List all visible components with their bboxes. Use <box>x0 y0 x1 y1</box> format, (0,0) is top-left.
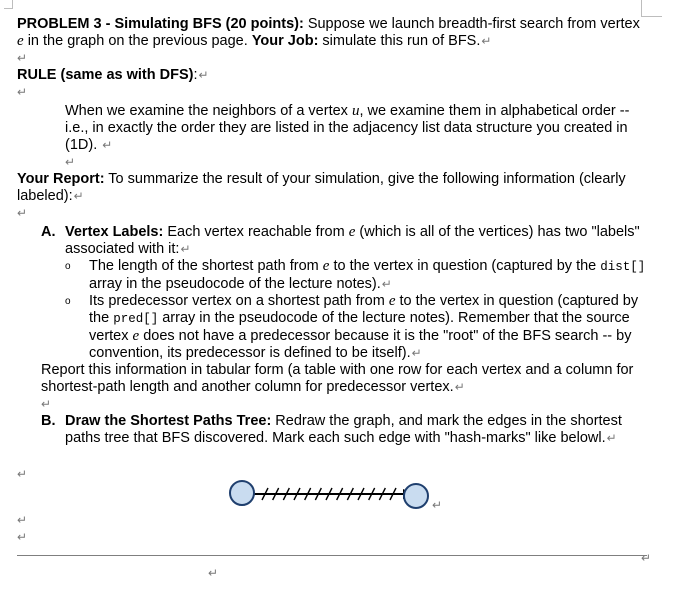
list-item <box>65 258 647 293</box>
item-b-row <box>41 413 647 447</box>
item-a-report-paragraph <box>41 362 647 396</box>
job-label: Your Job: <box>251 33 319 49</box>
job-text: simulate this run of BFS. <box>318 33 481 49</box>
bullet-1-text-1: The length of the shortest path from <box>89 258 323 274</box>
page-corner-mark-left <box>4 0 13 9</box>
paragraph-mark: ↵ <box>481 34 492 48</box>
paragraph-mark: ↵ <box>17 467 28 481</box>
dist-code: dist[] <box>600 260 646 274</box>
report-label: Your Report: <box>17 171 105 187</box>
paragraph-mark: ↵ <box>17 513 28 527</box>
problem-intro-2: in the graph on the previous page. <box>23 33 252 49</box>
bullet-icon: o <box>65 296 71 307</box>
item-b-text: Redraw the graph, and mark the edges in the shortest paths tree that BFS discovered. Mark each such edge with "hash-marks" like belowl. <box>65 413 622 446</box>
item-b-letter: B. <box>41 413 56 429</box>
empty-paragraph <box>17 50 647 67</box>
vertex-label-list <box>41 258 647 362</box>
list-item <box>65 293 647 362</box>
bullet-2-text-2: to the vertex in question (captured by the <box>89 293 639 326</box>
vertex-e: e <box>348 224 356 240</box>
paragraph-mark: ↵ <box>198 68 209 82</box>
left-paragraph-marks <box>17 466 27 546</box>
rule-heading: RULE (same as with DFS) <box>17 67 194 83</box>
paragraph-mark: ↵ <box>454 380 465 394</box>
report-text: To summarize the result of your simulation, give the following information (clearly labeled): <box>17 171 626 204</box>
paragraph-mark: ↵ <box>17 530 28 544</box>
vertex-e: e <box>388 293 396 309</box>
report-paragraph <box>17 171 647 205</box>
paragraph-mark: ↵ <box>641 551 652 565</box>
paragraph-mark: ↵ <box>17 206 28 220</box>
paragraph-mark: ↵ <box>606 431 617 445</box>
item-b-title: Draw the Shortest Paths Tree: <box>65 413 272 429</box>
problem-paragraph <box>17 16 647 50</box>
problem-heading: PROBLEM 3 - Simulating BFS (20 points): <box>17 16 304 32</box>
item-a-report-text: Report this information in tabular form (a table with one row for each vertex and a column for shortest-path length and another column for predecessor vertex. <box>41 362 634 395</box>
vertex-e: e <box>322 258 330 274</box>
item-b-body <box>65 413 647 447</box>
rule-colon: : <box>193 67 198 83</box>
paragraph-mark: ↵ <box>41 397 52 411</box>
paragraph-mark: ↵ <box>381 277 392 291</box>
paragraph-mark: ↵ <box>432 498 443 512</box>
bullet-2-text-3: array in the pseudocode of the lecture notes). Remember that the source vertex <box>89 310 630 344</box>
item-a-title: Vertex Labels: <box>65 224 164 240</box>
rule-heading-paragraph <box>17 67 647 84</box>
paragraph-mark: ↵ <box>411 346 422 360</box>
problem-intro-1: Suppose we launch breadth-first search from vertex <box>303 16 640 32</box>
bullet-text <box>89 258 647 293</box>
item-a-text-2: (which is all of the vertices) has two "labels" associated with it: <box>65 224 640 257</box>
empty-paragraph <box>17 84 647 101</box>
empty-paragraph <box>65 154 647 171</box>
vertex-e: e <box>17 33 24 49</box>
hash-marked-edge-diagram <box>227 478 437 514</box>
paragraph-mark: ↵ <box>180 242 191 256</box>
item-a-body <box>65 224 647 258</box>
paragraph-mark: ↵ <box>65 155 76 169</box>
paragraph-mark: ↵ <box>102 138 113 152</box>
empty-paragraph <box>17 205 647 222</box>
page-corner-mark-right <box>641 0 662 17</box>
bullet-1-text-2: to the vertex in question (captured by the <box>329 258 601 274</box>
item-a-letter: A. <box>41 224 56 240</box>
bullet-2-text-1: Its predecessor vertex on a shortest path from <box>89 293 389 309</box>
bullet-text <box>89 293 647 362</box>
empty-paragraph <box>41 396 647 413</box>
paragraph-mark: ↵ <box>73 189 84 203</box>
document-body <box>17 16 647 447</box>
rule-text-1: When we examine the neighbors of a vertex <box>65 103 352 119</box>
bullet-1-text-3: array in the pseudocode of the lecture notes). <box>89 276 381 292</box>
paragraph-mark: ↵ <box>17 51 28 65</box>
graph-node-right <box>404 484 428 508</box>
paragraph-mark: ↵ <box>208 566 219 580</box>
bullet-2-text-4: does not have a predecessor because it is the "root" of the BFS search -- by convention, its predecessor is defined to be itself). <box>89 328 632 361</box>
paragraph-mark: ↵ <box>17 85 28 99</box>
vertex-u: u <box>351 103 360 119</box>
page-divider <box>17 555 647 556</box>
pred-code: pred[] <box>113 312 159 326</box>
item-a-row <box>41 224 647 258</box>
item-a <box>41 224 647 447</box>
rule-text-paragraph <box>65 103 647 154</box>
graph-node-left <box>230 481 254 505</box>
item-a-text-1: Each vertex reachable from <box>163 224 349 240</box>
bullet-icon: o <box>65 261 71 272</box>
vertex-e: e <box>132 328 140 344</box>
rule-text-2: , we examine them in alphabetical order -- i.e., in exactly the order they are listed in the adjacency list data structure you created in (1D). <box>65 103 630 153</box>
